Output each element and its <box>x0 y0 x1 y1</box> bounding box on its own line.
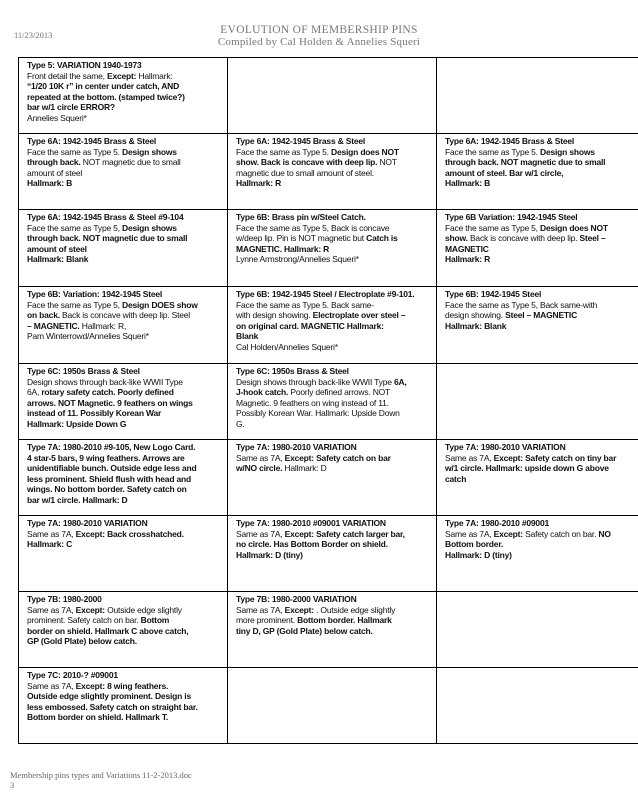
pin-type-title: Type 6B: 1942-1945 Steel <box>445 289 542 299</box>
description-line <box>445 539 638 550</box>
description-line <box>27 71 223 82</box>
table-cell <box>228 134 437 210</box>
description-line <box>445 233 638 244</box>
pin-type-title: Type 6C: 1950s Brass & Steel <box>236 366 349 376</box>
bold-text-segment: border on shield. Hallmark C above catch, <box>27 625 189 636</box>
bold-text-segment: Hallmark: R <box>445 254 491 265</box>
bold-text-segment: Hallmark: D (tiny) <box>445 549 512 560</box>
bold-text-segment: Except: Safety catch on bar <box>284 452 391 463</box>
text-segment: prominent. Safety catch on bar. <box>27 615 141 626</box>
description-line <box>27 691 223 702</box>
text-segment: . Outside edge slightly <box>313 604 396 615</box>
description-line <box>445 300 638 311</box>
bold-text-segment: Design shows <box>540 146 595 157</box>
bold-text-segment: “1/20 10K r” in center under catch, AND <box>27 81 180 92</box>
text-segment: 6A, <box>27 387 42 398</box>
description-line <box>27 321 223 332</box>
bold-text-segment: Bottom <box>140 615 170 626</box>
description-line <box>27 453 223 464</box>
table-cell <box>19 592 228 668</box>
bold-text-segment: Except: <box>75 604 105 615</box>
pin-type-title: Type 6B: 1942-1945 Steel / Electroplate #9-101. <box>236 289 415 299</box>
table-row <box>19 58 638 134</box>
description-line <box>236 147 432 158</box>
description-line <box>27 223 223 234</box>
description-line <box>27 419 223 430</box>
bold-text-segment: MAGNETIC <box>445 243 489 254</box>
bold-text-segment: Poorly defined <box>117 387 174 398</box>
description-line <box>27 539 223 550</box>
text-segment: more prominent. <box>236 615 298 626</box>
description-line <box>27 636 223 647</box>
description-line <box>27 495 223 506</box>
description-line <box>27 81 223 92</box>
bold-text-segment: Design DOES show <box>122 299 198 310</box>
bold-text-segment: show. <box>445 233 468 244</box>
text-segment: Face the same as Type 5, <box>445 222 541 233</box>
pin-type-title: Type 7B: 1980-2000 <box>27 594 102 604</box>
description-line <box>236 244 432 255</box>
bold-text-segment: no circle. Has Bottom Border on shield. <box>236 539 388 550</box>
text-segment: Same as 7A, <box>27 604 76 615</box>
description-line <box>236 419 432 430</box>
bold-text-segment: NO <box>598 528 611 539</box>
bold-text-segment: Design shows <box>122 222 177 233</box>
bold-text-segment: bar w/1 circle ERROR? <box>27 102 115 113</box>
table-cell <box>437 58 638 134</box>
description-line <box>445 157 638 168</box>
text-segment: Design shows through back-like WWII Type <box>27 376 183 387</box>
description-line <box>27 408 223 419</box>
description-line <box>445 474 638 485</box>
bold-text-segment: Hallmark: B <box>445 178 491 189</box>
pin-type-title: Type 7A: 1980-2010 #9-105, New Logo Card. <box>27 442 196 452</box>
bold-text-segment: on original card. MAGNETIC <box>236 320 345 331</box>
bold-text-segment: Design does NOT <box>540 222 608 233</box>
table-cell <box>19 440 228 516</box>
text-segment: NOT <box>377 157 397 168</box>
document-title: EVOLUTION OF MEMBERSHIP PINS <box>220 24 418 36</box>
bold-text-segment: Design shows <box>122 146 177 157</box>
pin-type-title: Type 6A: 1942-1945 Brass & Steel <box>27 136 157 146</box>
description-line <box>27 387 223 398</box>
description-line <box>27 331 223 342</box>
table-cell <box>228 668 437 744</box>
text-segment: Possibly Korean War. Hallmark: Upside Down <box>236 408 400 419</box>
table-cell <box>437 668 638 744</box>
bold-text-segment: Except: Safety catch on tiny bar <box>493 452 617 463</box>
bold-text-segment: Hallmark: D (tiny) <box>236 549 303 560</box>
description-line <box>236 377 432 388</box>
text-segment: Back is concave with deep lip. Steel <box>59 310 190 321</box>
pin-type-title: Type 6C: 1950s Brass & Steel <box>27 366 140 376</box>
bold-text-segment: amount of steel <box>27 243 87 254</box>
bold-text-segment: Hallmark: <box>346 320 384 331</box>
table-cell <box>437 440 638 516</box>
pin-type-title: Type 6B: Brass pin w/Steel Catch. <box>236 212 366 222</box>
description-line <box>27 254 223 265</box>
pin-type-title: Type 7A: 1980-2010 #09001 VARIATION <box>236 518 386 528</box>
table-cell <box>228 516 437 592</box>
bold-text-segment: w/1 circle. Hallmark: upside down G above <box>445 463 609 474</box>
text-segment: Lynne Armstrong/Annelies Squeri* <box>236 254 359 265</box>
description-line <box>27 233 223 244</box>
description-line <box>445 168 638 179</box>
description-line <box>27 626 223 637</box>
text-segment: Annelies Squeri* <box>27 112 87 123</box>
table-cell <box>228 287 437 364</box>
description-line <box>236 331 432 342</box>
description-line <box>236 626 432 637</box>
table-row <box>19 287 638 364</box>
table-cell <box>19 134 228 210</box>
text-segment: Safety catch on bar. <box>522 528 599 539</box>
description-line <box>445 550 638 561</box>
description-line <box>27 605 223 616</box>
description-line <box>236 408 432 419</box>
bold-text-segment: Except: <box>284 604 314 615</box>
text-segment: Hallmark: R, <box>79 320 127 331</box>
text-segment: Poorly defined arrows. NOT <box>288 387 391 398</box>
description-line <box>236 550 432 561</box>
text-segment: Design shows through back-like WWII Type <box>236 376 394 387</box>
description-line <box>27 157 223 168</box>
pin-type-title: Type 7C: 2010-? #09001 <box>27 670 118 680</box>
description-line <box>236 223 432 234</box>
text-segment: Face the same as Type 5, Back is concave <box>236 222 390 233</box>
text-segment: Face the same as Type 5. <box>27 146 123 157</box>
description-line <box>445 453 638 464</box>
footer-filename: Membership pins types and Variations 11-2-2013.doc <box>10 770 192 780</box>
bold-text-segment: 4 star-5 bars, 9 wing feathers. Arrows are <box>27 452 185 463</box>
description-line <box>27 702 223 713</box>
text-segment: magnetic due to small amount of steel. <box>236 167 374 178</box>
description-line <box>27 529 223 540</box>
text-segment: Hallmark: <box>136 70 173 81</box>
table-cell <box>437 364 638 440</box>
bold-text-segment: Steel – MAGNETIC <box>505 310 578 321</box>
pin-types-table <box>18 57 638 744</box>
pin-type-title: Type 6B Variation: 1942-1945 Steel <box>445 212 578 222</box>
footer-page-number: 3 <box>10 780 15 790</box>
document-subtitle: Compiled by Cal Holden & Annelies Squeri <box>217 36 421 48</box>
description-line <box>236 300 432 311</box>
description-line <box>27 310 223 321</box>
text-segment: Same as 7A, <box>236 528 285 539</box>
description-line <box>445 178 638 189</box>
bold-text-segment: Except: 8 wing feathers. <box>75 680 169 691</box>
bold-text-segment: Steel – <box>579 233 606 244</box>
text-segment: w/deep lip. Pin is NOT magnetic but <box>236 233 367 244</box>
bold-text-segment: through back. NOT magnetic due to small <box>445 157 606 168</box>
pin-type-title: Type 6A: 1942-1945 Brass & Steel #9-104 <box>27 212 184 222</box>
description-line <box>27 484 223 495</box>
bold-text-segment: 6A, <box>393 376 407 387</box>
bold-text-segment: Electroplate over steel – <box>312 310 406 321</box>
bold-text-segment: – MAGNETIC. <box>27 320 80 331</box>
table-cell <box>19 210 228 287</box>
description-line <box>445 254 638 265</box>
text-segment: with design showing. <box>236 310 313 321</box>
description-line <box>27 113 223 124</box>
text-segment: Face the same as Type 5, Back same-with <box>445 299 598 310</box>
bold-text-segment: repeated at the bottom. (stamped twice?) <box>27 91 185 102</box>
description-line <box>236 342 432 353</box>
text-segment: NOT magnetic due to small <box>80 157 181 168</box>
description-line <box>27 178 223 189</box>
description-line <box>236 178 432 189</box>
table-cell <box>19 364 228 440</box>
bold-text-segment: Bottom border. <box>445 539 504 550</box>
description-line <box>445 463 638 474</box>
bold-text-segment: Blank <box>236 331 259 342</box>
bold-text-segment: Except: Safety catch larger bar, <box>284 528 405 539</box>
bold-text-segment: show. Back is concave with deep lip. <box>236 157 378 168</box>
table-row <box>19 516 638 592</box>
bold-text-segment: Hallmark: Upside Down G <box>27 418 127 429</box>
description-line <box>236 254 432 265</box>
description-line <box>27 712 223 723</box>
description-line <box>27 300 223 311</box>
bold-text-segment: less embossed. Safety catch on straight bar. <box>27 701 198 712</box>
table-cell <box>228 440 437 516</box>
bold-text-segment: amount of steel. Bar w/1 circle, <box>445 167 564 178</box>
bold-text-segment: less prominent. Shield flush with head and <box>27 473 191 484</box>
table-row <box>19 668 638 744</box>
text-segment: Same as 7A, <box>445 528 494 539</box>
text-segment: amount of steel <box>27 167 83 178</box>
text-segment: Same as 7A, <box>236 604 285 615</box>
table-row <box>19 364 638 440</box>
description-line <box>27 244 223 255</box>
bold-text-segment: instead of 11. Possibly Korean War <box>27 408 162 419</box>
table-cell <box>228 364 437 440</box>
page-footer <box>10 770 192 790</box>
table-cell <box>437 134 638 210</box>
bold-text-segment: Except: Back crosshatched. <box>75 528 184 539</box>
description-line <box>236 310 432 321</box>
pin-types-table-body <box>19 58 638 744</box>
text-segment: Face the same as Type 5. Back same- <box>236 299 374 310</box>
description-line <box>27 681 223 692</box>
pin-type-title: Type 7A: 1980-2010 #09001 <box>445 518 550 528</box>
description-line <box>27 102 223 113</box>
bold-text-segment: tiny D, GP (Gold Plate) below catch. <box>236 625 373 636</box>
table-cell <box>437 210 638 287</box>
bold-text-segment: arrows. NOT Magnetic. 9 feathers on wings <box>27 397 193 408</box>
text-segment: Face the same as Type 5, <box>27 299 123 310</box>
description-line <box>236 398 432 409</box>
table-cell <box>19 287 228 364</box>
bold-text-segment: Bottom border on shield. Hallmark T. <box>27 712 169 723</box>
bold-text-segment: through back. NOT magnetic due to small <box>27 233 188 244</box>
pin-type-title: Type 7B: 1980-2000 VARIATION <box>236 594 357 604</box>
table-cell <box>19 516 228 592</box>
bold-text-segment: unidentifiable bunch. Outside edge less and <box>27 463 197 474</box>
header-title-block <box>0 24 638 48</box>
bold-text-segment: w/NO circle. <box>236 463 283 474</box>
bold-text-segment: J-hook catch. <box>236 387 289 398</box>
bold-text-segment: Hallmark: R <box>236 178 282 189</box>
bold-text-segment: Outside edge slightly prominent. Design is <box>27 691 191 702</box>
text-segment: Back is concave with deep lip. <box>467 233 580 244</box>
text-segment: Face the same as Type 5. <box>236 146 332 157</box>
text-segment: Outside edge slightly <box>104 604 182 615</box>
pin-type-title: Type 7A: 1980-2010 VARIATION <box>445 442 566 452</box>
description-line <box>445 244 638 255</box>
bold-text-segment: Except: <box>493 528 523 539</box>
description-line <box>236 615 432 626</box>
description-line <box>445 147 638 158</box>
description-line <box>236 529 432 540</box>
table-cell <box>19 58 228 134</box>
description-line <box>236 321 432 332</box>
table-cell <box>437 287 638 364</box>
description-line <box>236 233 432 244</box>
pin-type-title: Type 6A: 1942-1945 Brass & Steel <box>236 136 366 146</box>
description-line <box>27 377 223 388</box>
bold-text-segment: wings. No bottom border. Safety catch on <box>27 484 187 495</box>
bold-text-segment: Design does NOT <box>331 146 399 157</box>
pin-type-title: Type 7A: 1980-2010 VARIATION <box>236 442 357 452</box>
bold-text-segment: GP (Gold Plate) below catch. <box>27 636 137 647</box>
bold-text-segment: MAGNETIC. Hallmark: R <box>236 243 330 254</box>
bold-text-segment: Hallmark: B <box>27 178 73 189</box>
text-segment: Hallmark: D <box>282 463 327 474</box>
header-date: 11/23/2013 <box>14 30 53 40</box>
description-line <box>236 387 432 398</box>
description-line <box>27 92 223 103</box>
text-segment: Same as 7A, <box>27 528 76 539</box>
bold-text-segment: catch <box>445 473 467 484</box>
table-cell <box>228 592 437 668</box>
bold-text-segment: through back. <box>27 157 81 168</box>
description-line <box>236 157 432 168</box>
text-segment: Same as 7A, <box>445 452 494 463</box>
text-segment: Magnetic. 9 feathers on wing instead of 11. <box>236 397 389 408</box>
bold-text-segment: Catch is <box>366 233 398 244</box>
table-row <box>19 134 638 210</box>
pin-type-title: Type 6B: Variation: 1942-1945 Steel <box>27 289 163 299</box>
text-segment: Front detail the same, <box>27 70 107 81</box>
table-cell <box>437 516 638 592</box>
description-line <box>445 529 638 540</box>
table-row <box>19 592 638 668</box>
text-segment: Face the same as Type 5. <box>445 146 541 157</box>
bold-text-segment: Hallmark: C <box>27 539 73 550</box>
description-line <box>445 223 638 234</box>
bold-text-segment: Bottom border. Hallmark <box>297 615 392 626</box>
bold-text-segment: Hallmark: Blank <box>445 320 507 331</box>
description-line <box>27 147 223 158</box>
text-segment: design showing. <box>445 310 506 321</box>
text-segment: G. <box>236 418 245 429</box>
description-line <box>236 605 432 616</box>
text-segment: Same as 7A, <box>236 452 285 463</box>
table-cell <box>228 210 437 287</box>
description-line <box>27 463 223 474</box>
pin-type-title: Type 6A: 1942-1945 Brass & Steel <box>445 136 575 146</box>
table-cell <box>228 58 437 134</box>
description-line <box>236 168 432 179</box>
pin-type-title: Type 5: VARIATION 1940-1973 <box>27 60 142 70</box>
description-line <box>27 615 223 626</box>
bold-text-segment: Except: <box>106 70 137 81</box>
text-segment: Same as 7A, <box>27 680 76 691</box>
description-line <box>445 310 638 321</box>
table-row <box>19 440 638 516</box>
bold-text-segment: Hallmark: Blank <box>27 254 89 265</box>
table-cell <box>19 668 228 744</box>
pin-type-title: Type 7A: 1980-2010 VARIATION <box>27 518 148 528</box>
description-line <box>236 453 432 464</box>
bold-text-segment: on back. <box>27 310 60 321</box>
description-line <box>236 463 432 474</box>
description-line <box>27 398 223 409</box>
text-segment: Cal Holden/Annelies Squeri* <box>236 341 338 352</box>
description-line <box>27 474 223 485</box>
text-segment: Face the same as Type 5, <box>27 222 123 233</box>
bold-text-segment: bar w/1 circle. Hallmark: D <box>27 494 128 505</box>
description-line <box>236 539 432 550</box>
bold-text-segment: rotary safety catch. <box>41 387 116 398</box>
table-cell <box>437 592 638 668</box>
description-line <box>445 321 638 332</box>
text-segment: Pam Winterrowd/Annelies Squeri* <box>27 331 149 342</box>
description-line <box>27 168 223 179</box>
table-row <box>19 210 638 287</box>
